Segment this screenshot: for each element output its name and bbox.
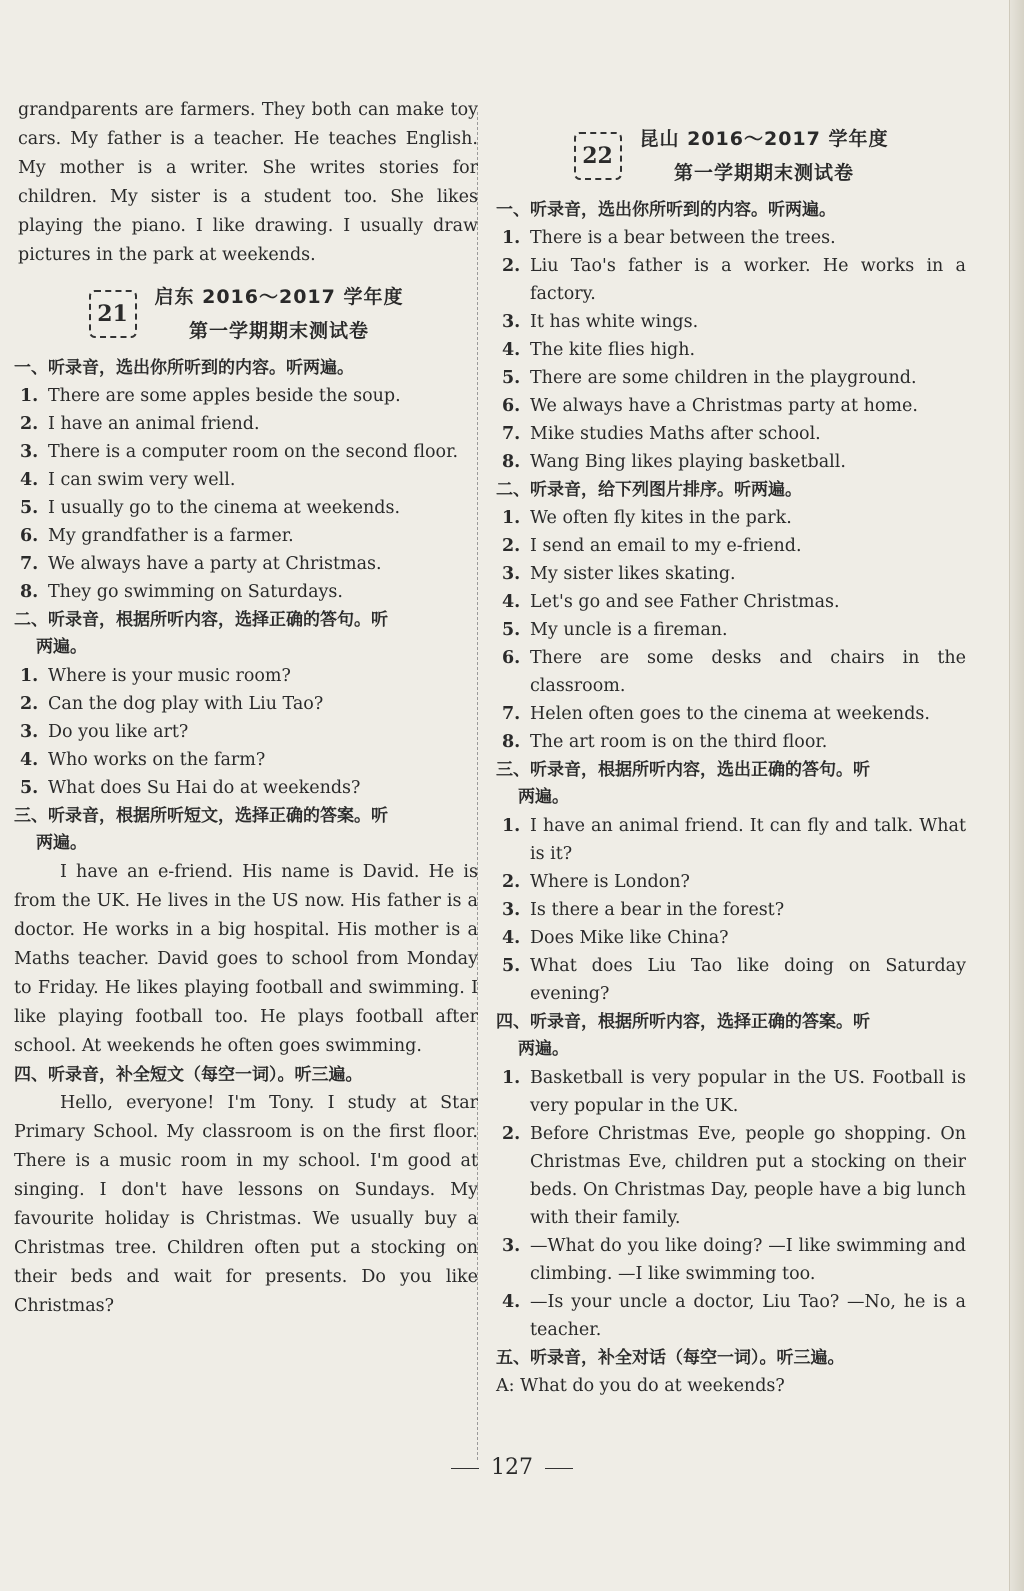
section-heading-cont: 两遍。 xyxy=(518,1039,569,1059)
section-heading: 五、听录音，补全对话（每空一词）。听三遍。 xyxy=(496,1348,845,1368)
list-item: 6. There are some desks and chairs in the classroom. xyxy=(502,648,966,696)
section-heading: 二、听录音，根据所听内容，选择正确的答句。听 xyxy=(14,610,388,630)
list-item: 3. It has white wings. xyxy=(502,312,699,332)
list-item: 1. I have an animal friend. It can fly and talk. What is it? xyxy=(502,816,966,864)
list-item: 1. Basketball is very popular in the US. Football is very popular in the UK. xyxy=(502,1068,966,1116)
section-heading: 三、听录音，根据所听内容，选出正确的答句。听 xyxy=(496,760,870,780)
list-item: 5. What does Liu Tao like doing on Saturday evening? xyxy=(502,956,966,1004)
list-item: 3. My sister likes skating. xyxy=(502,564,736,584)
list-item: 7. Mike studies Maths after school. xyxy=(502,424,821,444)
test-22-header xyxy=(496,118,966,194)
list-item: 8. Wang Bing likes playing basketball. xyxy=(502,452,846,472)
list-item: 8. The art room is on the third floor. xyxy=(502,732,828,752)
list-item: 5. There are some children in the playground. xyxy=(502,368,917,388)
test-number-badge: 22 xyxy=(574,132,622,180)
list-item: 5. What does Su Hai do at weekends? xyxy=(20,778,361,798)
list-item: 4. The kite flies high. xyxy=(502,340,696,360)
passage: Hello, everyone! I'm Tony. I study at Star Primary School. My classroom is on the first floor. There is a music room in my school. I'm good at singing. I don't have lessons on Sundays. My favourite holiday is Christmas. We usually buy a Christmas tree. Children often put a stocking on their beds and wait for presents. Do you like Christmas? xyxy=(14,1093,478,1316)
list-item: 2. I send an email to my e-friend. xyxy=(502,536,802,556)
left-column xyxy=(14,96,478,1321)
list-item: 6. We always have a Christmas party at home. xyxy=(502,396,918,416)
section-3-items xyxy=(496,812,966,1008)
list-item: 1. Where is your music room? xyxy=(20,666,291,686)
list-item: 5. My uncle is a fireman. xyxy=(502,620,728,640)
intro-paragraph: grandparents are farmers. They both can make toy cars. My father is a teacher. He teaches English. My mother is a writer. She writes stories for children. My sister is a student too. She likes playing the piano. I like drawing. I usually draw pictures in the park at weekends. xyxy=(18,100,478,265)
list-item: 4. Who works on the farm? xyxy=(20,750,266,770)
list-item: 4. I can swim very well. xyxy=(20,470,236,490)
list-item: 2. I have an animal friend. xyxy=(20,414,260,434)
list-item: 3. Is there a bear in the forest? xyxy=(502,900,785,920)
section-heading: 一、听录音，选出你所听到的内容。听两遍。 xyxy=(14,358,354,378)
test-number-badge: 21 xyxy=(89,290,137,338)
dialogue-line: A: What do you do at weekends? xyxy=(496,1376,785,1396)
list-item: 3. Do you like art? xyxy=(20,722,189,742)
section-heading-cont: 两遍。 xyxy=(36,833,87,853)
page-footer xyxy=(0,1455,1024,1480)
section-2-items xyxy=(496,504,966,756)
list-item: 2. Where is London? xyxy=(502,872,690,892)
list-item: 2. Liu Tao's father is a worker. He works in a factory. xyxy=(502,256,966,304)
section-1-items xyxy=(496,224,966,476)
list-item: 6. My grandfather is a farmer. xyxy=(20,526,294,546)
footer-dash-left xyxy=(451,1468,479,1469)
section-heading-cont: 两遍。 xyxy=(36,637,87,657)
section-heading: 四、听录音，根据所听内容，选择正确的答案。听 xyxy=(496,1012,870,1032)
list-item: 7. Helen often goes to the cinema at weekends. xyxy=(502,704,930,724)
list-item: 3. —What do you like doing? —I like swimming and climbing. —I like swimming too. xyxy=(502,1236,966,1284)
list-item: 4. Let's go and see Father Christmas. xyxy=(502,592,840,612)
section-4-items xyxy=(496,1064,966,1344)
section-2-items xyxy=(14,662,478,802)
test-title-line1: 昆山 2016～2017 学年度 xyxy=(639,128,889,150)
page-number: 127 xyxy=(491,1455,533,1480)
list-item: 2. Can the dog play with Liu Tao? xyxy=(20,694,324,714)
list-item: 2. Before Christmas Eve, people go shopping. On Christmas Eve, children put a stocking on their beds. On Christmas Day, people have a big lunch with their family. xyxy=(502,1124,966,1228)
test-title-line2: 第一学期期末测试卷 xyxy=(673,162,854,184)
list-item: 3. There is a computer room on the second floor. xyxy=(20,442,459,462)
section-heading: 三、听录音，根据所听短文，选择正确的答案。听 xyxy=(14,806,388,826)
list-item: 4. —Is your uncle a doctor, Liu Tao? —No, he is a teacher. xyxy=(502,1292,966,1340)
test-21-header xyxy=(14,276,478,352)
list-item: 1. There is a bear between the trees. xyxy=(502,228,836,248)
section-heading: 二、听录音，给下列图片排序。听两遍。 xyxy=(496,480,802,500)
section-1-items xyxy=(14,382,478,606)
list-item: 1. There are some apples beside the soup. xyxy=(20,386,401,406)
section-heading-cont: 两遍。 xyxy=(518,787,569,807)
section-heading: 四、听录音，补全短文（每空一词）。听三遍。 xyxy=(14,1065,363,1085)
list-item: 4. Does Mike like China? xyxy=(502,928,729,948)
test-title-line1: 启东 2016～2017 学年度 xyxy=(154,286,404,308)
list-item: 5. I usually go to the cinema at weekends. xyxy=(20,498,401,518)
list-item: 7. We always have a party at Christmas. xyxy=(20,554,382,574)
list-item: 1. We often fly kites in the park. xyxy=(502,508,792,528)
footer-dash-right xyxy=(545,1468,573,1469)
right-column xyxy=(496,118,966,1401)
list-item: 8. They go swimming on Saturdays. xyxy=(20,582,343,602)
passage: I have an e-friend. His name is David. He is from the UK. He lives in the US now. His father is a doctor. He works in a big hospital. His mother is a Maths teacher. David goes to school from Monday to Friday. He likes playing football and swimming. I like playing football too. He plays football after school. At weekends he often goes swimming. xyxy=(14,862,478,1056)
test-title-line2: 第一学期期末测试卷 xyxy=(188,320,369,342)
page-edge xyxy=(1009,0,1024,1591)
section-heading: 一、听录音，选出你所听到的内容。听两遍。 xyxy=(496,200,836,220)
